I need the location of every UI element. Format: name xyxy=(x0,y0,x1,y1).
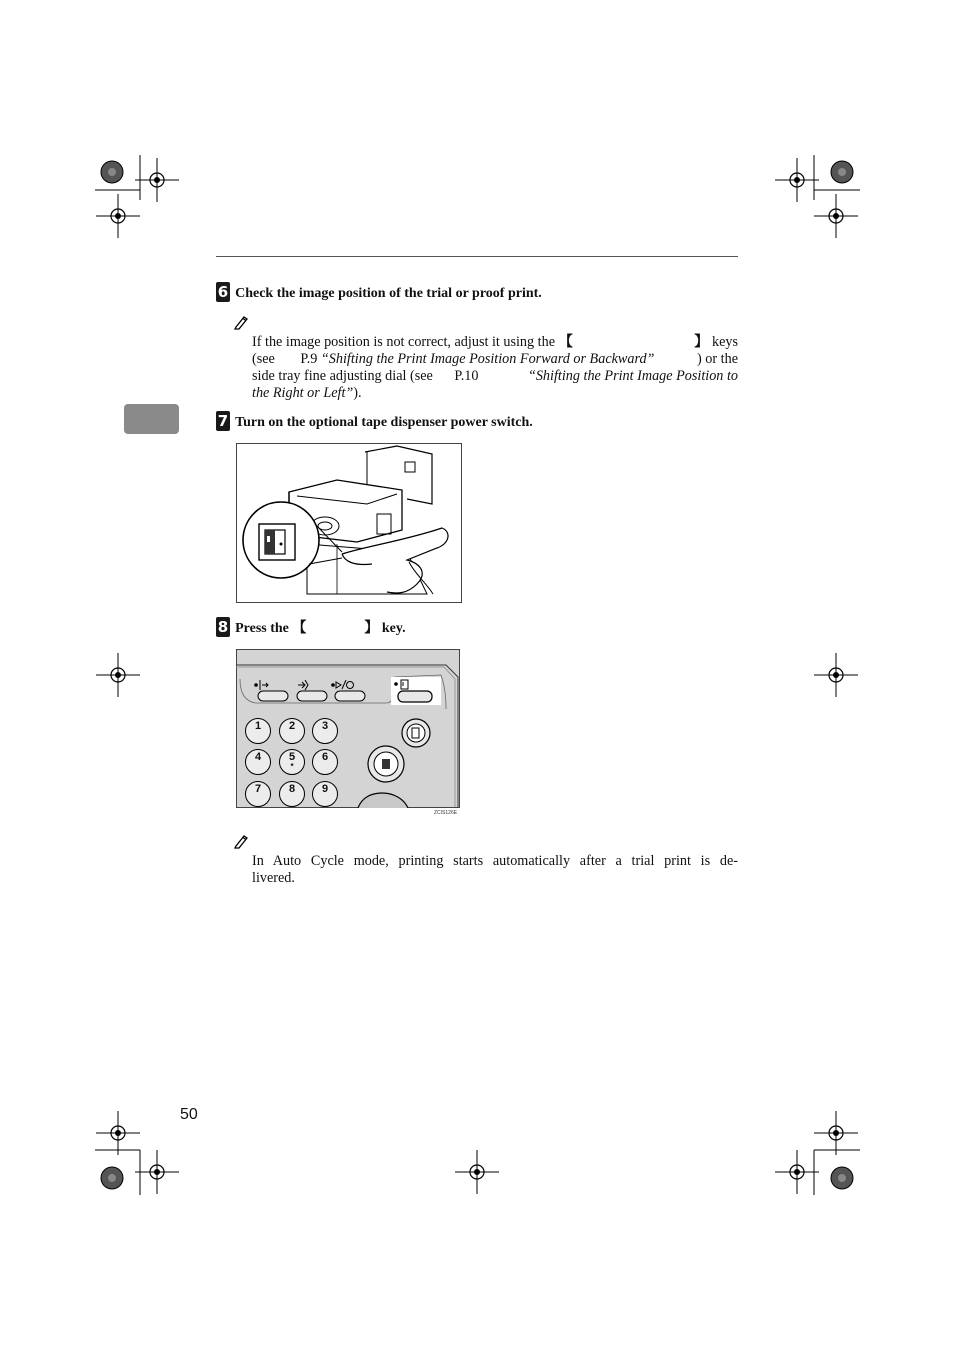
keypad-key-1[interactable] xyxy=(245,718,271,744)
page-number: 50 xyxy=(180,1106,198,1123)
step-title: Check the image position of the trial or proof print. xyxy=(235,286,542,301)
step-8 xyxy=(216,617,406,637)
numeric-keypad xyxy=(236,649,460,808)
keypad-key-6[interactable] xyxy=(312,749,338,775)
key-bracket-close: 】 xyxy=(364,621,379,636)
keypad-key-2[interactable] xyxy=(279,718,305,744)
keypad-key-5[interactable] xyxy=(279,749,305,775)
note-text: livered. xyxy=(252,870,295,886)
step-number: 8 xyxy=(217,618,229,636)
keypad-key-8[interactable] xyxy=(279,781,305,807)
control-panel-illustration xyxy=(236,649,460,808)
keypad-key-9[interactable] xyxy=(312,781,338,807)
pencil-note-icon xyxy=(233,833,249,849)
reference-link[interactable]: P.10 xyxy=(454,368,479,384)
step-6-note xyxy=(252,334,738,402)
step-title: Turn on the optional tape dispenser power switch. xyxy=(235,415,533,430)
keypad-key-label: 3 xyxy=(321,720,329,732)
note-text: ) or the xyxy=(697,351,738,367)
header-rule xyxy=(216,256,738,257)
step-7 xyxy=(216,411,533,431)
keypad-key-label: 7 xyxy=(254,783,262,795)
key-bracket-open: 【 xyxy=(292,621,307,636)
note-text: side tray fine adjusting dial (see xyxy=(252,368,437,384)
tape-dispenser-illustration xyxy=(236,443,462,603)
note-text: In Auto Cycle mode, printing starts automatically after a trial print is de- xyxy=(252,853,738,869)
key-bracket-close: 】 xyxy=(694,334,709,350)
chapter-tab xyxy=(124,404,179,434)
keypad-key-3[interactable] xyxy=(312,718,338,744)
reference-title[interactable]: “Shifting the Print Image Position Forward or Backward” xyxy=(320,351,655,367)
note-text: (see xyxy=(252,351,279,367)
note-text: keys xyxy=(708,334,738,350)
reference-title[interactable]: “Shifting the Print Image Position to xyxy=(527,368,738,384)
reference-title[interactable]: the Right or Left” xyxy=(252,385,354,401)
keypad-key-4[interactable] xyxy=(245,749,271,775)
keypad-key-label: 5 xyxy=(288,751,296,763)
step-number: 6 xyxy=(217,283,229,301)
step-title-pre: Press the xyxy=(235,621,293,636)
step-title-post: key. xyxy=(378,621,406,636)
step-8-note xyxy=(252,853,738,887)
reference-link[interactable]: P.9 xyxy=(300,351,321,367)
figure-code: ZCIS126E xyxy=(434,810,458,816)
step-6 xyxy=(216,282,542,302)
keypad-key-label: 1 xyxy=(254,720,262,732)
step-number: 7 xyxy=(217,412,229,430)
note-text: If the image position is not correct, adjust it using the xyxy=(252,334,559,350)
keypad-key-label: 2 xyxy=(288,720,296,732)
pencil-note-icon xyxy=(233,314,249,330)
keypad-key-7[interactable] xyxy=(245,781,271,807)
keypad-key-label: 9 xyxy=(321,783,329,795)
keypad-key-label: 4 xyxy=(254,751,262,763)
keypad-key-label: 8 xyxy=(288,783,296,795)
note-text: ). xyxy=(353,385,362,401)
keypad-key-label: 6 xyxy=(321,751,329,763)
key-bracket-open: 【 xyxy=(558,334,573,350)
keypad-key-sub: * xyxy=(290,762,294,771)
